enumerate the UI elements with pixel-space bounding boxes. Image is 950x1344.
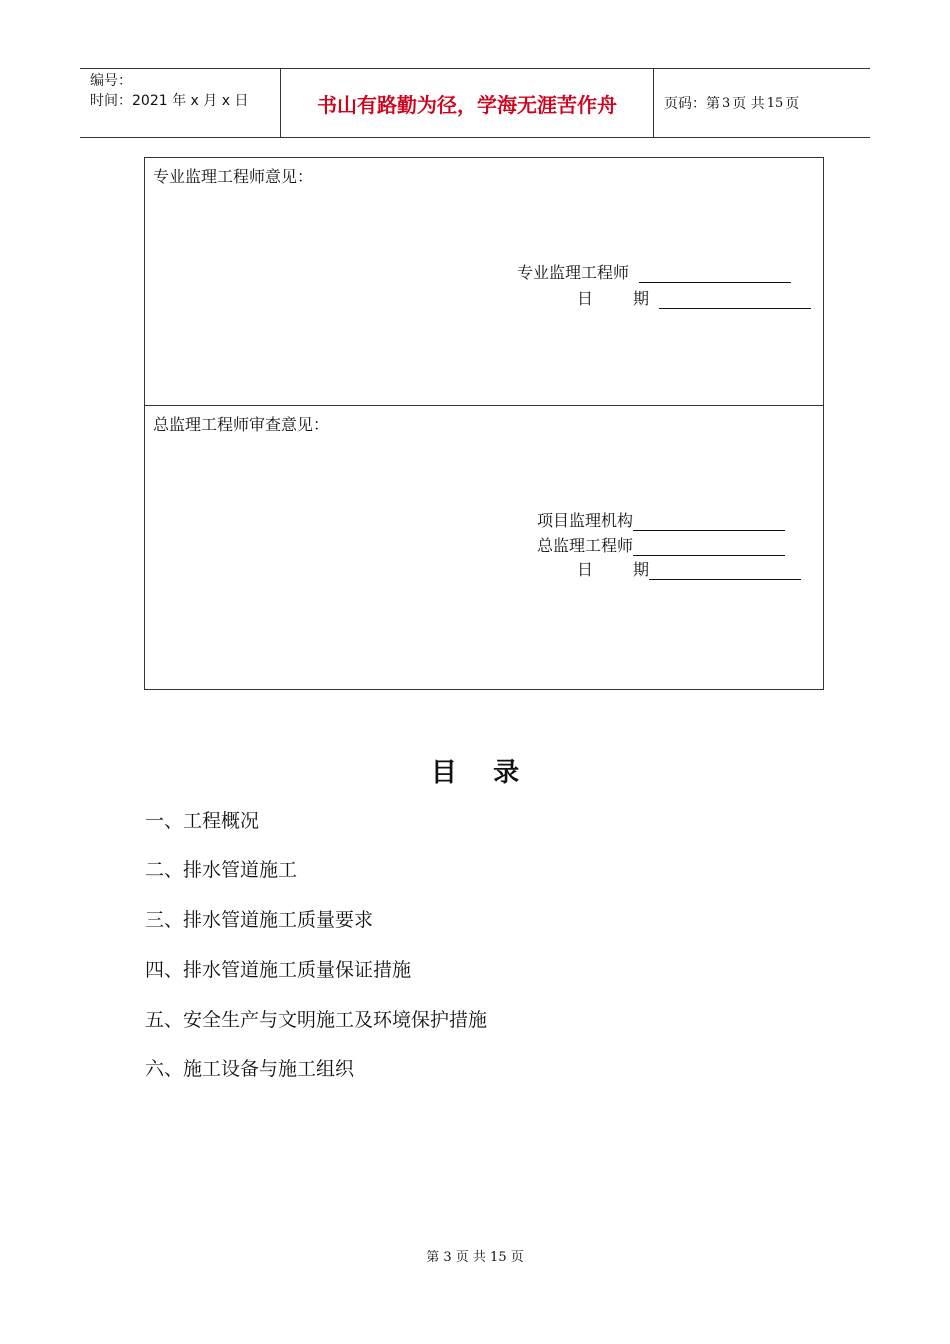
page-footer: 第 3 页 共 15 页: [426, 1250, 524, 1265]
page-total: 15: [766, 95, 784, 111]
toc-item[interactable]: 二、排水管道施工: [145, 859, 298, 881]
specialist-signature-label: 专业监理工程师: [517, 263, 630, 282]
toc-item[interactable]: 一、工程概况: [145, 810, 260, 832]
date-label-char-1: 日: [577, 560, 594, 579]
specialist-date-line[interactable]: [659, 290, 811, 309]
page-prefix: 页码：第: [664, 96, 720, 112]
chief-date-row: [577, 557, 801, 580]
chief-signature-row: [537, 533, 785, 556]
chief-signature-line[interactable]: [633, 537, 785, 556]
toc-item[interactable]: 五、安全生产与文明施工及环境保护措施: [145, 1009, 488, 1031]
specialist-signature-line[interactable]: [639, 264, 791, 283]
specialist-signature-row: [517, 260, 791, 283]
agency-line[interactable]: [633, 512, 785, 531]
header-page-number: [654, 69, 870, 137]
toc-item[interactable]: 六、施工设备与施工组织: [145, 1058, 355, 1080]
toc-item[interactable]: 四、排水管道施工质量保证措施: [145, 959, 412, 981]
date-label-char-2: 期: [633, 560, 650, 579]
specialist-date-row: [577, 286, 811, 309]
agency-label: 项目监理机构: [537, 511, 634, 530]
agency-row: [537, 508, 785, 531]
review-table: [144, 157, 824, 690]
toc-item[interactable]: 三、排水管道施工质量要求: [145, 909, 374, 931]
header-motto: 书山有路勤为径，学海无涯苦作舟: [281, 69, 654, 137]
time-label: 时间：2021 年 x 月 x 日: [90, 93, 249, 109]
chief-signature-label: 总监理工程师: [537, 536, 634, 555]
header-meta: [80, 69, 281, 137]
page-suffix: 页: [785, 96, 800, 112]
specialist-opinion-title: 专业监理工程师意见：: [153, 167, 314, 186]
specialist-opinion-section: [145, 158, 823, 406]
serial-number-label: 编号：: [90, 73, 132, 89]
page-mid: 页 共: [732, 96, 765, 112]
date-label-char-2: 期: [633, 289, 650, 308]
date-label-char-1: 日: [577, 289, 594, 308]
page-current: 3: [722, 95, 731, 111]
page-header: [80, 68, 870, 138]
chief-date-line[interactable]: [649, 561, 801, 580]
toc-title: 目 录: [430, 758, 520, 788]
chief-opinion-section: [145, 406, 823, 689]
chief-opinion-title: 总监理工程师审查意见：: [153, 415, 330, 434]
